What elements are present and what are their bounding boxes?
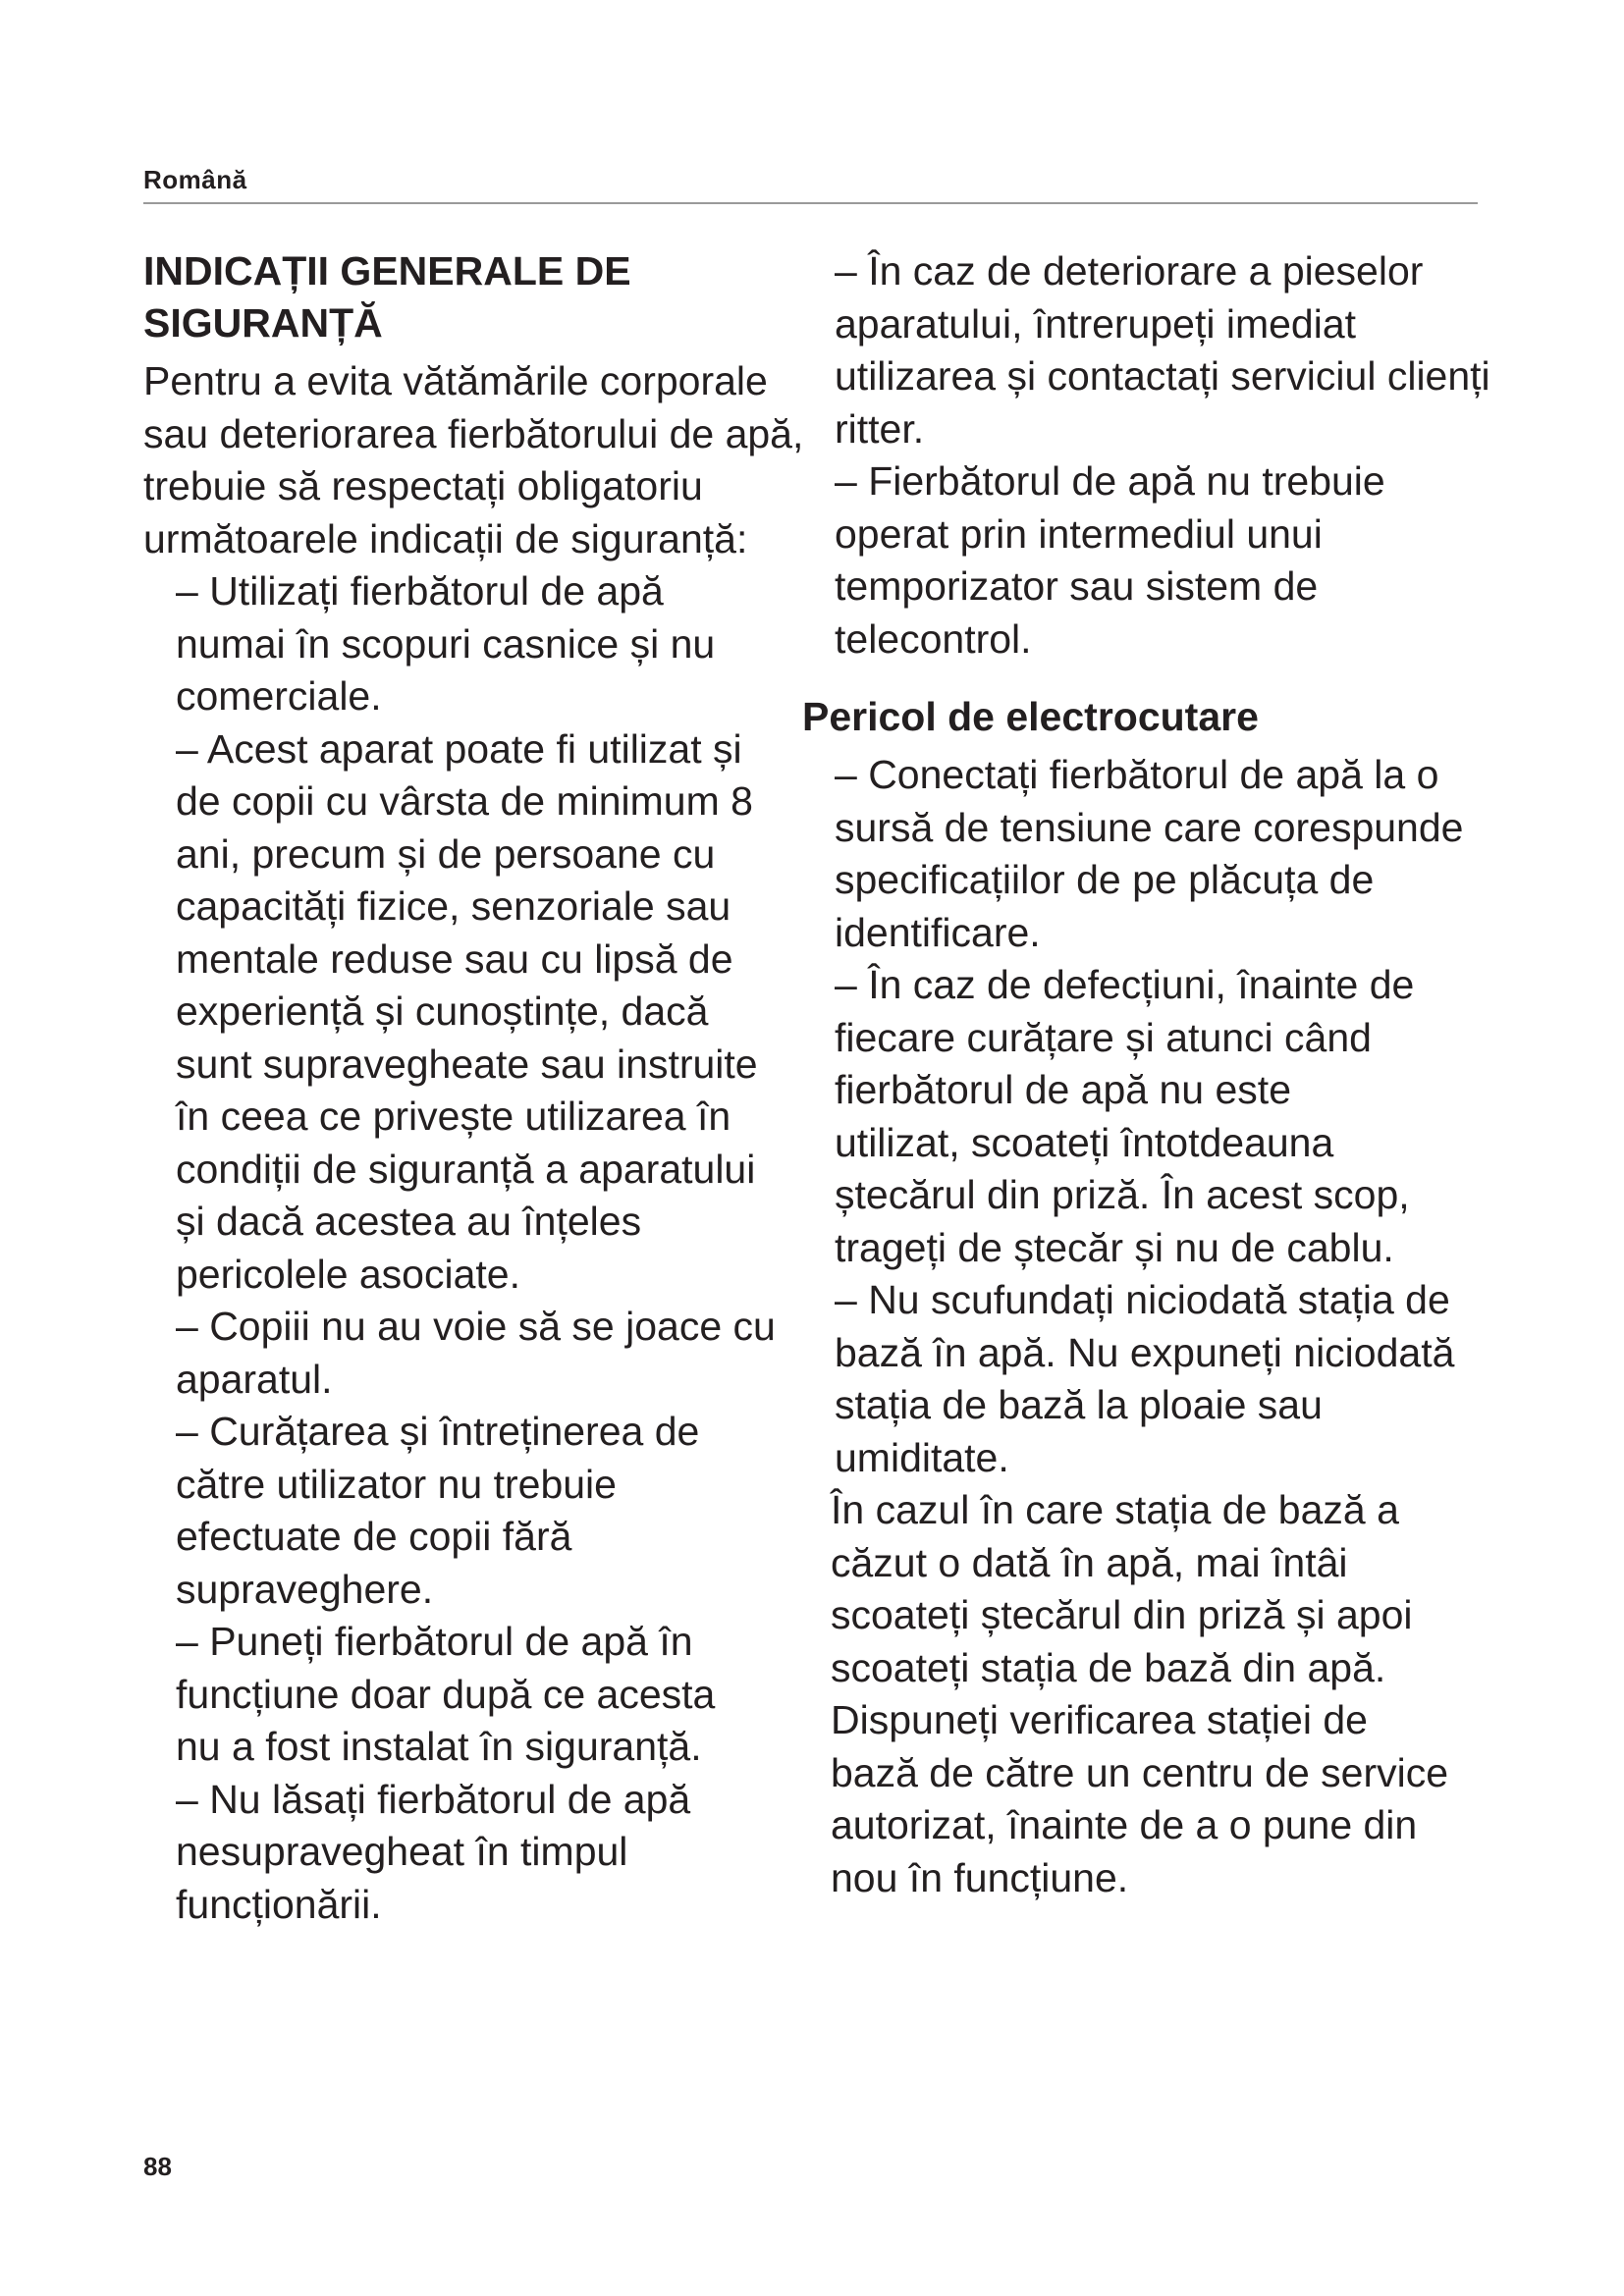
safety-item: – Fierbătorul de apă nu trebuie operat prin intermediul unui temporizator sau sistem de telecontrol. [835, 458, 1385, 662]
safety-item: – Nu lăsați fierbătorul de apă nesupravegheat în timpul funcționării. [176, 1776, 691, 1927]
electrocution-item: – Nu scufundați niciodată stația de bază în apă. Nu expuneți niciodată stația de bază la ploaie sau umiditate. [835, 1277, 1455, 1480]
safety-item: – În caz de deteriorare a pieselor aparatului, întrerupeți imediat utilizarea și contactați serviciul clienți ritter. [835, 248, 1490, 452]
safety-item: – Puneți fierbătorul de apă în funcțiune doar după ce acesta nu a fost instalat în siguranță. [176, 1619, 716, 1769]
safety-item: – Copiii nu au voie să se joace cu aparatul. [176, 1304, 776, 1402]
page-number: 88 [143, 2152, 172, 2181]
right-column [802, 245, 1522, 1904]
safety-title: INDICAȚII GENERALE DE SIGURANȚĂ [143, 248, 631, 346]
header-divider [143, 202, 1478, 204]
electrocution-heading: Pericol de electrocutare [802, 694, 1259, 739]
safety-item: – Utilizați fierbătorul de apă numai în scopuri casnice și nu comerciale. [176, 568, 716, 719]
safety-item: – Curățarea și întreținerea de către utilizator nu trebuie efectuate de copii fără supraveghere. [176, 1409, 700, 1612]
electrocution-item: – În caz de defecțiuni, înainte de fiecare curățare și atunci când fierbătorul de apă nu este utilizat, scoateți întotdeauna ștecărul din priză. În acest scop, trageți de ștecăr și nu de cablu. [835, 962, 1415, 1270]
electrocution-item: – Conectați fierbătorul de apă la o sursă de tensiune care corespunde specificațiilor de pe plăcuța de identificare. [835, 752, 1464, 955]
electrocution-followup: În cazul în care stația de bază a căzut o dată în apă, mai întâi scoateți ștecărul din priză și apoi scoateți stația de bază din apă. Dispuneți verificarea stației de bază de către un centru de service autorizat, înainte de a o pune din nou în funcțiune. [831, 1487, 1449, 1900]
safety-item: – Acest aparat poate fi utilizat și de copii cu vârsta de minimum 8 ani, precum și de persoane cu capacități fizice, senzoriale sau mentale reduse sau cu lipsă de experiență și cunoștințe, dacă sunt supravegheate sau instruite în ceea ce privește utilizarea în condiții de siguranță a aparatului și dacă acestea au înțeles pericolele asociate. [176, 725, 758, 1297]
intro-paragraph: Pentru a evita vătămările corporale sau deteriorarea fierbătorului de apă, trebuie să respectați obligatoriu următoarele indicații de siguranță: [143, 358, 804, 561]
language-label: Română [143, 165, 247, 194]
left-column [143, 245, 850, 1931]
